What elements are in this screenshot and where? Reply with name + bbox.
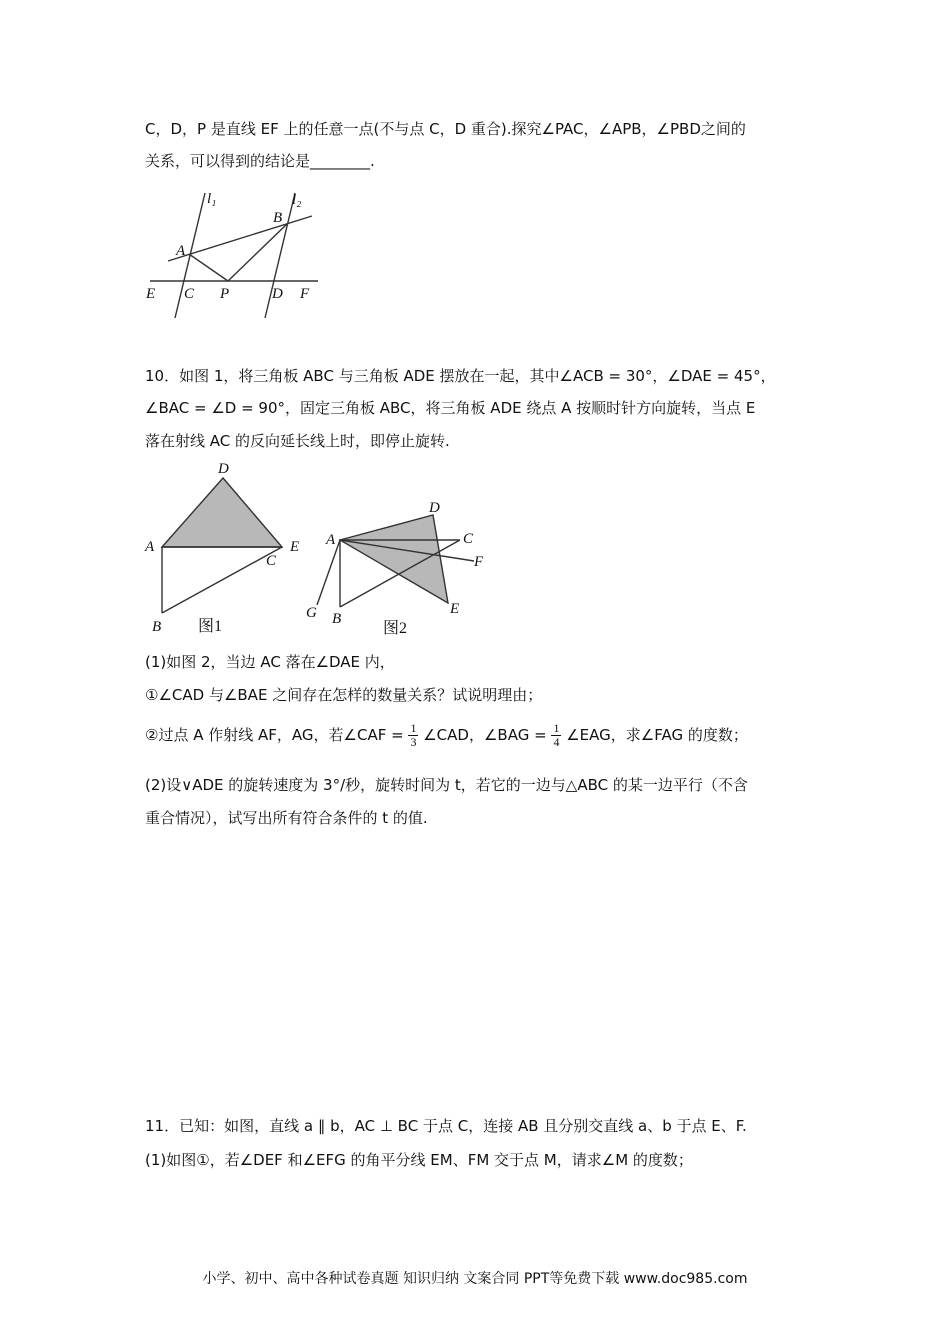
q10-text-line3: 落在射线 AC 的反向延长线上时，即停止旋转. — [145, 432, 450, 450]
segment-AP — [189, 254, 228, 281]
label-C: C — [184, 286, 195, 302]
fig2-label-D: D — [429, 500, 440, 516]
q10-part1-b — [145, 722, 748, 749]
fig1-triangle-ADE — [162, 478, 282, 547]
fig1-side-BC — [162, 547, 282, 613]
fig2-label-G: G — [306, 605, 317, 621]
q10-part1-a: ①∠CAD 与∠BAE 之间存在怎样的数量关系？试说明理由； — [145, 686, 543, 704]
fig1-label-E: E — [290, 539, 300, 555]
label-F: F — [300, 286, 310, 302]
fig1-label-D: D — [218, 461, 229, 477]
q10-part1-b-pre: ②过点 A 作射线 AF，AG，若∠CAF = — [145, 726, 404, 744]
label-E: E — [146, 286, 156, 302]
label-D: D — [272, 286, 283, 302]
q10-figures — [140, 455, 500, 645]
q10-text-line2: ∠BAC = ∠D = 90°，固定三角板 ABC，将三角板 ADE 绕点 A 按顺时针方向旋转，当点 E — [145, 399, 756, 417]
fig2-label-C: C — [463, 531, 474, 547]
page-footer: 小学、初中、高中各种试卷真题 知识归纳 文案合同 PPT等免费下载 www.doc985.com — [202, 1271, 748, 1287]
fig2-label-E: E — [450, 601, 460, 617]
q9-text-line1: C，D，P 是直线 EF 上的任意一点(不与点 C，D 重合).探究∠PAC，∠APB，∠PBD之间的 — [145, 120, 746, 138]
fig2-label-F: F — [474, 554, 484, 570]
fig2-label-B: B — [332, 611, 342, 627]
fraction2-denominator: 4 — [553, 735, 560, 749]
fig1-label-C: C — [266, 553, 277, 569]
q10-part1: (1)如图 2，当边 AC 落在∠DAE 内， — [145, 653, 395, 671]
q9-figure — [140, 188, 330, 323]
q11-text-line1: 11．已知：如图，直线 a ∥ b，AC ⊥ BC 于点 C，连接 AB 且分别交直线 a、b 于点 E、F. — [145, 1117, 747, 1135]
fig1-label-B: B — [152, 619, 162, 635]
q10-part1-b-mid: ∠CAD，∠BAG = — [423, 726, 547, 744]
fraction1-numerator: 1 — [410, 721, 417, 735]
label-P: P — [220, 286, 230, 302]
q10-part2-line1: (2)设∨ADE 的旋转速度为 3°/秒，旋转时间为 t，若它的一边与△ABC 的某一边平行（不含 — [145, 776, 748, 794]
label-B: B — [273, 210, 283, 226]
fig2-caption: 图2 — [383, 620, 408, 637]
label-l2: l₂ — [292, 192, 302, 208]
q9-text-line2: 关系，可以得到的结论是________. — [145, 152, 375, 170]
q10-part2-line2: 重合情况），试写出所有符合条件的 t 的值. — [145, 809, 428, 827]
fraction1-denominator: 3 — [410, 735, 417, 749]
fraction-one-third — [408, 722, 418, 749]
fraction2-numerator: 1 — [553, 721, 560, 735]
q10-part1-b-post: ∠EAG，求∠FAG 的度数； — [566, 726, 748, 744]
label-A: A — [176, 243, 186, 259]
fraction-one-quarter — [551, 722, 561, 749]
fig2-ray-AG — [317, 540, 340, 605]
label-l1: l₁ — [207, 191, 217, 207]
fig1-label-A: A — [145, 539, 155, 555]
fig1-caption: 图1 — [198, 618, 223, 635]
fig2-label-A: A — [326, 532, 336, 548]
q10-text-line1: 10．如图 1，将三角板 ABC 与三角板 ADE 摆放在一起，其中∠ACB = 30°，∠DAE = 45°， — [145, 367, 776, 385]
q11-text-line2: (1)如图①，若∠DEF 和∠EFG 的角平分线 EM、FM 交于点 M，请求∠M 的度数； — [145, 1151, 693, 1169]
fig2-triangle-ADE — [340, 515, 448, 603]
